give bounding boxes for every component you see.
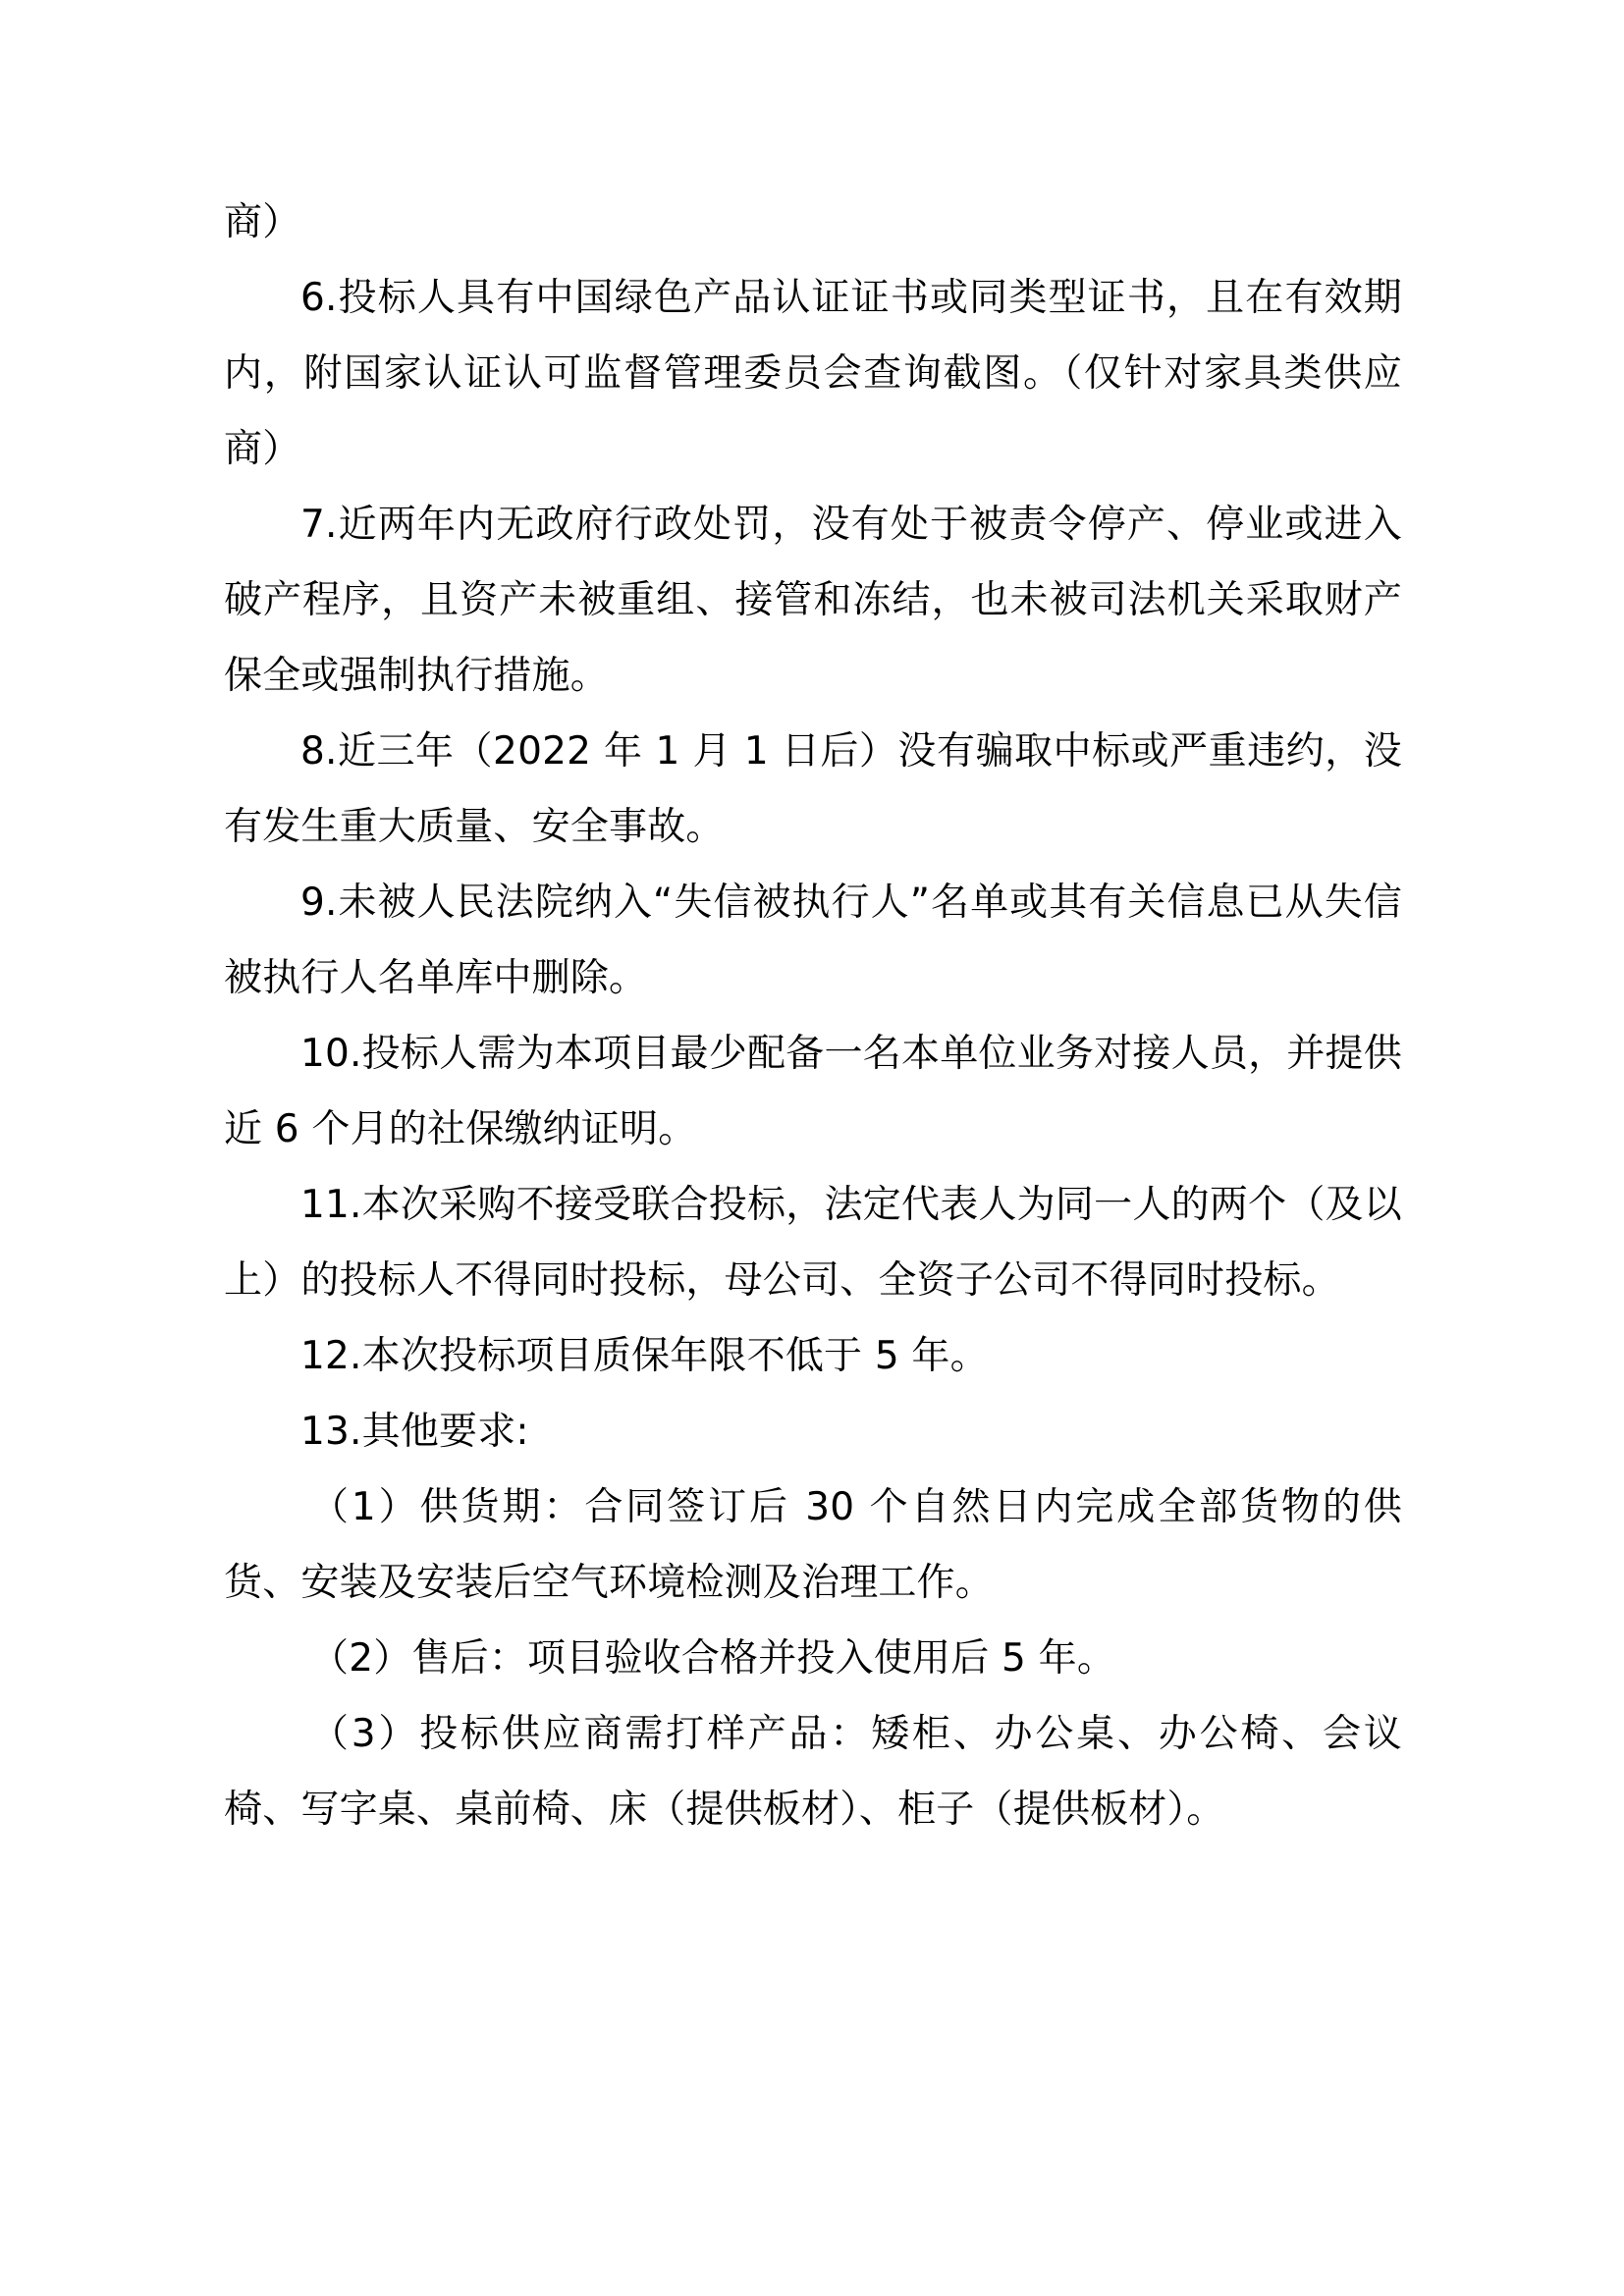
paragraph-sub-item-1: （1）供货期：合同签订后 30 个自然日内完成全部货物的供货、安装及安装后空气环境检测及治理工作。 (224, 1485, 1402, 1605)
paragraph-item-12: 12.本次投标项目质保年限不低于 5 年。 (300, 1334, 989, 1378)
document-body (224, 185, 1402, 1847)
paragraph-item-9: 9.未被人民法院纳入“失信被执行人”名单或其有关信息已从失信被执行人名单库中删除。 (224, 881, 1402, 1000)
paragraph-item-8: 8.近三年（2022 年 1 月 1 日后）没有骗取中标或严重违约，没有发生重大质量、安全事故。 (224, 729, 1402, 849)
paragraph-item-11: 11.本次采购不接受联合投标，法定代表人为同一人的两个（及以上）的投标人不得同时投标，母公司、全资子公司不得同时投标。 (224, 1183, 1402, 1303)
paragraph-sub-item-3: （3）投标供应商需打样产品：矮柜、办公桌、办公椅、会议椅、写字桌、桌前椅、床（提供板材）、柜子（提供板材）。 (224, 1712, 1402, 1832)
paragraph-item-7: 7.近两年内无政府行政处罚，没有处于被责令停产、停业或进入破产程序，且资产未被重组、接管和冻结，也未被司法机关采取财产保全或强制执行措施。 (224, 503, 1402, 698)
paragraph-item-6: 6.投标人具有中国绿色产品认证证书或同类型证书，且在有效期内，附国家认证认可监督管理委员会查询截图。（仅针对家具类供应商） (224, 276, 1402, 471)
paragraph-item-13: 13.其他要求: (300, 1410, 529, 1454)
paragraph-item-10: 10.投标人需为本项目最少配备一名本单位业务对接人员，并提供近 6 个月的社保缴纳证明。 (224, 1032, 1402, 1151)
paragraph-continuation: 商） (224, 200, 301, 244)
paragraph-sub-item-2: （2）售后：项目验收合格并投入使用后 5 年。 (310, 1636, 1116, 1681)
